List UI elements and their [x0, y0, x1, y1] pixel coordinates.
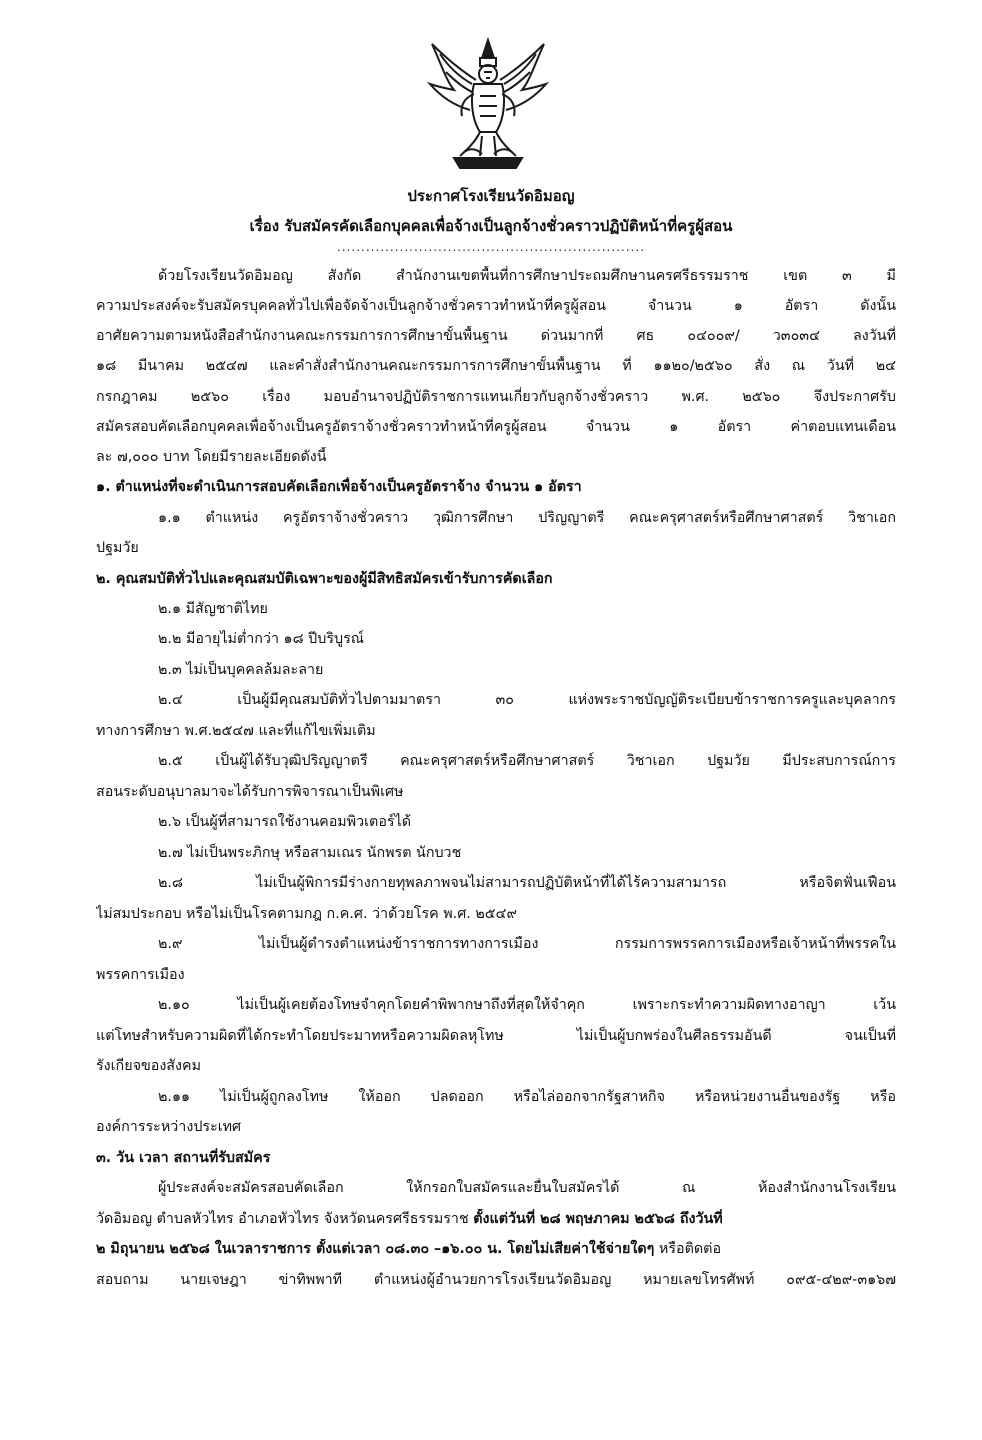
item-2-4-cont: ทางการศึกษา พ.ศ.๒๕๔๗ และที่แก้ไขเพิ่มเติม: [96, 723, 376, 739]
intro-line: สมัครสอบคัดเลือกบุคคลเพื่อจ้างเป็นครูอัตราจ้างชั่วคราวทำหน้าที่ครูผู้สอน จำนวน ๑ อัตรา ค่าตอบแทนเดือน: [96, 419, 896, 435]
application-line: [96, 1209, 896, 1229]
item-2-9-cont: พรรคการเมือง: [96, 967, 185, 983]
item-2-1: ๒.๑ มีสัญชาติไทย: [158, 601, 268, 617]
item-1-1: ๑.๑ ตำแหน่ง ครูอัตราจ้างชั่วคราว วุฒิการศึกษา ปริญญาตรี คณะครุศาสตร์หรือศึกษาศาสตร์ วิชาเอก: [158, 510, 896, 526]
intro-line: ความประสงค์จะรับสมัครบุคคลทั่วไปเพื่อจัดจ้างเป็นลูกจ้างชั่วคราวทำหน้าที่ครูผู้สอน จำนวน ๑ อัตรา ดังนั้น: [96, 298, 896, 314]
item-2-6: ๒.๖ เป็นผู้ที่สามารถใช้งานคอมพิวเตอร์ได้: [158, 814, 412, 830]
item-2-5: ๒.๕ เป็นผู้ได้รับวุฒิปริญญาตรี คณะครุศาสตร์หรือศึกษาศาสตร์ วิชาเอก ปฐมวัย มีประสบการณ์การ: [158, 753, 896, 769]
section-2-heading: ๒. คุณสมบัติทั่วไปและคุณสมบัติเฉพาะของผู้มีสิทธิสมัครเข้ารับการคัดเลือก: [96, 571, 553, 587]
item-2-8: ๒.๘ ไม่เป็นผู้พิการมีร่างกายทุพลภาพจนไม่สามารถปฏิบัติหน้าที่ได้ไร้ความสามารถ หรือจิตฟั่นเฟือน: [158, 875, 896, 891]
application-line: [96, 1239, 896, 1259]
item-2-11-cont: องค์การระหว่างประเทศ: [96, 1119, 242, 1135]
intro-line: อาศัยความตามหนังสือสำนักงานคณะกรรมการการศึกษาขั้นพื้นฐาน ด่วนมากที่ ศธ ๐๔๐๐๙/ ว๓๐๓๔ ลงวันที่: [96, 328, 896, 344]
section-1-heading: ๑. ตำแหน่งที่จะดำเนินการสอบคัดเลือกเพื่อจ้างเป็นครูอัตราจ้าง จำนวน ๑ อัตรา: [96, 479, 582, 495]
item-2-10-cont: แต่โทษสำหรับความผิดที่ได้กระทำโดยประมาทหรือความผิดลหุโทษ ไม่เป็นผู้บกพร่องในศีลธรรมอันดี จนเป็นที่: [96, 1028, 896, 1044]
application-date-end: ๒ มิถุนายน ๒๕๖๘ ในเวลาราชการ ตั้งแต่เวลา ๐๘.๓๐ –๑๖.๐๐ น. โดยไม่เสียค่าใช้จ่ายใดๆ: [96, 1241, 655, 1257]
item-2-4: ๒.๔ เป็นผู้มีคุณสมบัติทั่วไปตามมาตรา ๓๐ แห่งพระราชบัญญัติระเบียบข้าราชการครูและบุคลากร: [158, 692, 896, 708]
application-line: ผู้ประสงค์จะสมัครสอบคัดเลือก ให้กรอกใบสมัครและยื่นใบสมัครได้ ณ ห้องสำนักงานโรงเรียน: [158, 1180, 896, 1196]
item-2-2: ๒.๒ มีอายุไม่ต่ำกว่า ๑๘ ปีบริบูรณ์: [158, 631, 365, 647]
intro-line: ด้วยโรงเรียนวัดอิมอญ สังกัด สำนักงานเขตพื้นที่การศึกษาประถมศึกษานครศรีธรรมราช เขต ๓ มี: [158, 268, 896, 284]
intro-line: ละ ๗,๐๐๐ บาท โดยมีรายละเอียดดังนี้: [96, 449, 327, 465]
garuda-emblem-icon: [424, 36, 552, 172]
application-location: วัดอิมอญ ตำบลหัวไทร อำเภอหัวไทร จังหวัดนครศรีธรรมราช: [96, 1211, 474, 1227]
announcement-title: ประกาศโรงเรียนวัดอิมอญ: [407, 187, 575, 205]
item-2-10-cont: รังเกียจของสังคม: [96, 1058, 201, 1074]
item-2-10: ๒.๑๐ ไม่เป็นผู้เคยต้องโทษจำคุกโดยคำพิพากษาถึงที่สุดให้จำคุก เพราะกระทำความผิดทางอาญา เว้น: [158, 997, 896, 1013]
item-2-11: ๒.๑๑ ไม่เป็นผู้ถูกลงโทษ ให้ออก ปลดออก หรือไล่ออกจากรัฐสาหกิจ หรือหน่วยงานอื่นของรัฐ หรือ: [158, 1089, 896, 1105]
application-date-start: ตั้งแต่วันที่ ๒๘ พฤษภาคม ๒๕๖๘ ถึงวันที่: [473, 1211, 723, 1227]
item-2-9: ๒.๙ ไม่เป็นผู้ดำรงตำแหน่งข้าราชการทางการเมือง กรรมการพรรคการเมืองหรือเจ้าหน้าที่พรรคใน: [158, 936, 896, 952]
application-contact: สอบถาม นายเจษฎา ข่าทิพพาที ตำแหน่งผู้อำนวยการโรงเรียนวัดอิมอญ หมายเลขโทรศัพท์ ๐๙๕-๔๒๙-๓๑๖๗: [96, 1272, 896, 1288]
item-1-1-cont: ปฐมวัย: [96, 540, 139, 556]
application-contact-start: หรือติดต่อ: [654, 1241, 722, 1257]
intro-line: ๑๘ มีนาคม ๒๕๔๗ และคำสั่งสำนักงานคณะกรรมการการศึกษาขั้นพื้นฐาน ที่ ๑๑๒๐/๒๕๖๐ สั่ง ณ วันที่ ๒๔: [96, 358, 896, 374]
intro-line: กรกฎาคม ๒๕๖๐ เรื่อง มอบอำนาจปฏิบัติราชการแทนเกี่ยวกับลูกจ้างชั่วคราว พ.ศ. ๒๕๖๐ จึงประกาศรับ: [96, 389, 896, 405]
announcement-subject: เรื่อง รับสมัครคัดเลือกบุคคลเพื่อจ้างเป็นลูกจ้างชั่วคราวปฏิบัติหน้าที่ครูผู้สอน: [249, 217, 733, 235]
item-2-8-cont: ไม่สมประกอบ หรือไม่เป็นโรคตามกฎ ก.ค.ศ. ว่าด้วยโรค พ.ศ. ๒๕๔๙: [96, 906, 517, 922]
item-2-3: ๒.๓ ไม่เป็นบุคคลล้มละลาย: [158, 662, 324, 678]
item-2-5-cont: สอนระดับอนุบาลมาจะได้รับการพิจารณาเป็นพิเศษ: [96, 784, 404, 800]
section-3-heading: ๓. วัน เวลา สถานที่รับสมัคร: [96, 1150, 271, 1166]
title-separator: ................................................................: [336, 240, 646, 254]
item-2-7: ๒.๗ ไม่เป็นพระภิกษุ หรือสามเณร นักพรต นักบวช: [158, 845, 462, 861]
